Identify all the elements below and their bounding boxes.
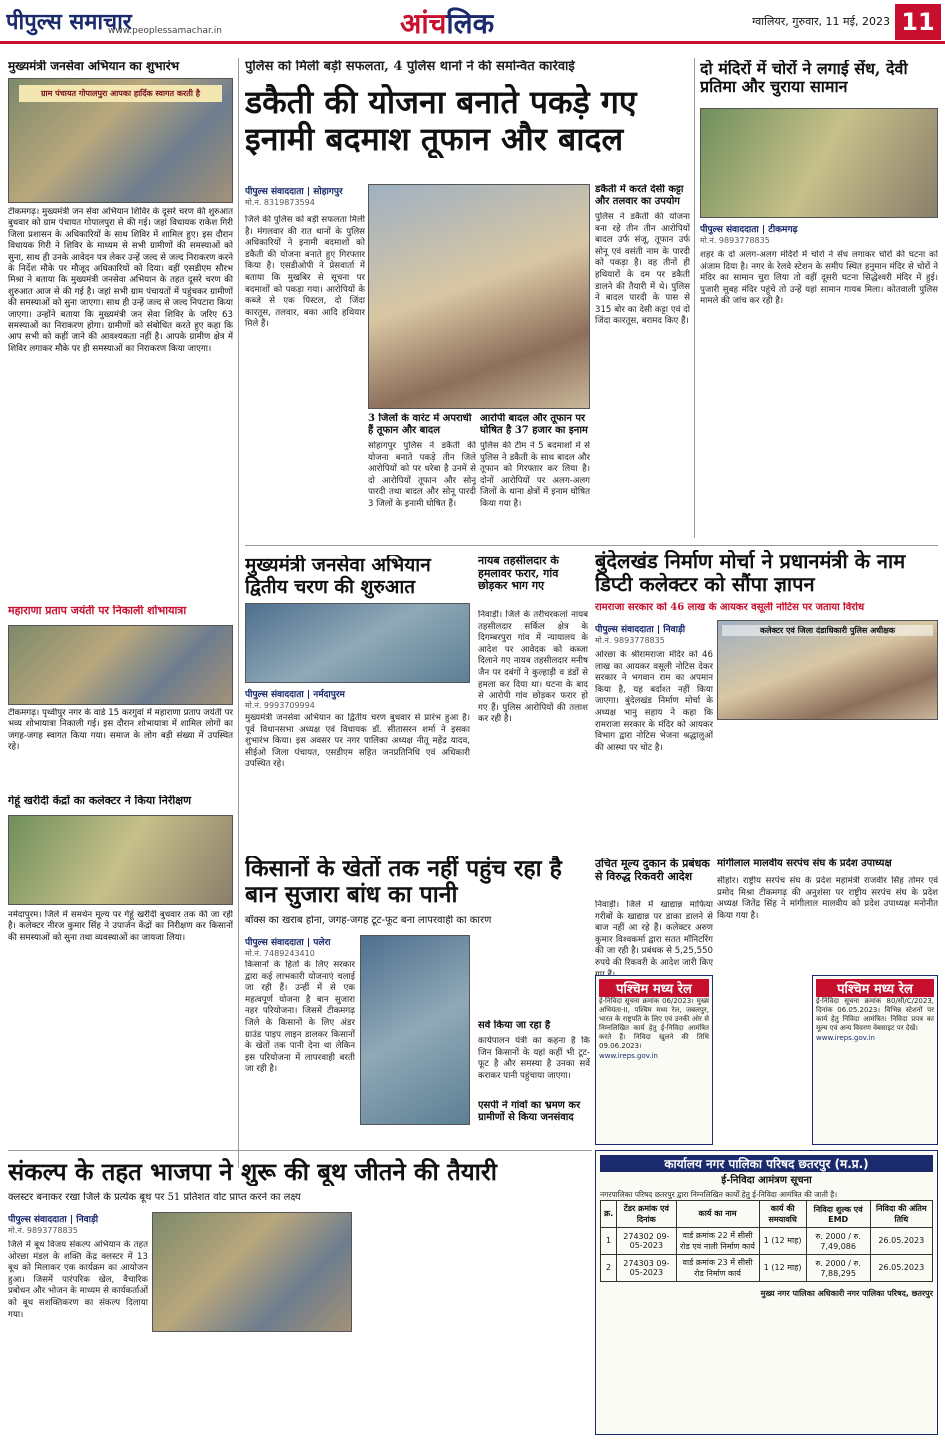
- bjp-photo: [152, 1212, 352, 1332]
- temple-byline: पीपुल्स संवाददाता | टीकमगढ़ मो.नं. 9893778835: [700, 225, 798, 245]
- wheat-headline: गेहूं खरीदी केंद्रों का कलेक्टर ने किया निरीक्षण: [8, 795, 192, 807]
- table-row: [601, 1254, 933, 1281]
- table-cell: रु. 2000 / रु. 7,49,086: [806, 1227, 870, 1254]
- temple-text: शहर के दो अलग-अलग मंदिरों में चोरों ने सेंध लगाकर चोरों की घटना को अंजाम दिया है। नगर के रेलवे स्टेशन के समीप स्थित हनुमान मंदिर से चोरों ने मंदिर का सामान चुरा लिया तो वहीं दूसरी घटना सिद्धेश्वरी मंदिर में हुई। पुजारी सुबह मंदिर पहुंचे तो उन्हें यहां सामान गायब मिला। कोतवाली पुलिस मामले की जांच कर रही है।: [700, 250, 938, 307]
- table-cell: 26.05.2023: [870, 1254, 932, 1281]
- main-text: जिले की पुलिस को बड़ी सफलता मिली है। मंगलवार की रात थानों के पुलिस अधिकारियों ने इनामी बदमाशों को डकैती की योजना बनाते हुए गिरफ्तार किया है। एसडीओपी ने प्रेसवार्ता में बताया कि मुखबिर से सूचना पर बदमाशों को पकड़ा गया। आरोपियों के कब्जे से एक पिस्टल, दो जिंदा कारतूस, तलवार, बका आदि हथियार मिले हैं।: [245, 215, 365, 330]
- ration-headline: उचित मूल्य दुकान के प्रबंधक से विरुद्ध रिकवरी आदेश: [595, 858, 710, 883]
- tender-ad-intro: नगरपालिका परिषद छतरपुर द्वारा निम्नलिखित कार्यों हेतु ई-निविदा आमंत्रित की जाती है।: [600, 1189, 838, 1199]
- header-cell: निविदा शुल्क एवं EMD: [806, 1200, 870, 1227]
- tender-table: [600, 1200, 933, 1282]
- main-byline: पीपुल्स संवाददाता | सोहागपुर मो.नं. 8319873594: [245, 187, 343, 207]
- farm-photo: [360, 935, 470, 1125]
- wheat-photo: [8, 815, 233, 905]
- farm-box-text: कार्यपालन यंत्री का कहना है कि जिन किसानों के यहां कहीं भी टूट-फूट है और समस्या है उनका सर्वे कराकर पानी पहुंचाया जाएगा।: [478, 1036, 590, 1081]
- header-cell: कार्य की समयावधि: [759, 1200, 806, 1227]
- tender-ad-title: कार्यालय नगर पालिका परिषद छतरपुर (म.प्र.): [600, 1155, 933, 1172]
- bjp-headline: संकल्प के तहत भाजपा ने शुरू की बूथ जीतने की तैयारी: [8, 1158, 497, 1186]
- section-title: आंचलिक: [400, 7, 495, 40]
- section-rule: [245, 545, 938, 546]
- table-cell: 274303 09-05-2023: [617, 1254, 676, 1281]
- section-rule: [8, 1150, 592, 1151]
- office-sign: कलेक्टर एवं जिला दंडाधिकारी पुलिस अधीक्षक: [722, 625, 933, 636]
- abhiyan-byline: पीपुल्स संवाददाता | नर्मदापुरम मो.नं. 9993709994: [245, 690, 345, 710]
- farm-headline: किसानों के खेतों तक नहीं पहुंच रहा है बान सुजारा बांध का पानी: [245, 856, 562, 909]
- story1-photo: [8, 78, 233, 203]
- header-cell: क्र.: [601, 1200, 617, 1227]
- temple-headline: दो मंदिरों में चोरों ने लगाई सेंध, देवी प्रतिमा और चुराया सामान: [700, 60, 908, 97]
- table-cell: 1 (12 माह): [759, 1227, 806, 1254]
- bjp-text: जिले में बूथ विजय संकल्प अभियान के तहत ओरछा मंडल के शक्ति केंद्र क्लस्टर में 13 बूथ को मिलाकर एक कार्यक्रम का आयोजन हुआ। जिसमें पारंपरिक खेल, वैचारिक प्रबोधन और भोजन के माध्यम से कार्यकर्ताओं को बूथ सशक्तिकरण का संकल्प दिलाया गया।: [8, 1240, 148, 1320]
- table-cell: वार्ड क्रमांक 23 में सीसी रोड निर्माण कार्य: [676, 1254, 759, 1281]
- main-box2-text: पुलिस की टीम ने 5 बदमाशों में से पुलिस ने डकैती के साथ बादल और तूफान को गिरफ्तार कर लिया है। दोनों आरोपियों पर अलग-अलग जिलों के थाना क्षेत्रों में इनाम घोषित किया गया है।: [480, 441, 590, 509]
- railway-ad-2-website[interactable]: www.ireps.gov.in: [816, 1034, 875, 1042]
- main-headline: डकैती की योजना बनाते पकड़े गए इनामी बदमाश तूफान और बादल: [245, 84, 637, 158]
- naib-text: निवाड़ी। जिले के तरीचरकलां नायब तहसीलदार सर्किल क्षेत्र के दिगम्बरपुरा गांव में न्यायालय के आदेश पर आवेदक को कब्जा दिलाने गए नायब तहसीलदार मनीष जैन पर दबंगों ने कुल्हाड़ी व डंडों से हमला कर दिया था। घटना के बाद से आरोपी गांव छोड़कर फरार हो गए हैं। पुलिस आरोपियों की तलाश कर रही है।: [478, 610, 588, 725]
- railway-ad-2-title: पश्चिम मध्य रेल: [816, 979, 934, 997]
- col-divider: [238, 58, 239, 1168]
- farm-subhead: बॉक्स का खराब होना, जगह-जगह टूट-फूट बना लापरवाही का कारण: [245, 915, 492, 926]
- header-cell: कार्य का नाम: [676, 1200, 759, 1227]
- col-divider: [694, 58, 695, 538]
- header-cell: निविदा की अंतिम तिथि: [870, 1200, 932, 1227]
- bundel-photo: [717, 620, 938, 720]
- naib-headline: नायब तहसीलदार के हमलावर फरार, गांव छोड़कर भाग गए: [478, 555, 559, 593]
- tender-ad-notice: ई-निविदा आमंत्रण सूचना: [721, 1175, 812, 1186]
- bjp-byline: पीपुल्स संवाददाता | निवाड़ी मो.नं. 9893778835: [8, 1215, 99, 1235]
- table-cell: रु. 2000 / रु. 7,88,295: [806, 1254, 870, 1281]
- farm-text: किसानों के हितों के लिए सरकार द्वारा कई लाभकारी योजनाएं चलाई जा रही हैं। उन्हीं में से एक महत्वपूर्ण योजना है बान सुजारा नहर परियोजना। जिसमें टीकमगढ़ जिले के किसानों के लिए अंडर ग्राउंड पाइप लाइन डालकर किसानों के खेतों तक पानी देना था लेकिन इस परियोजना में लापरवाही बरती जा रही है।: [245, 960, 355, 1075]
- header-cell: टेंडर क्रमांक एवं दिनांक: [617, 1200, 676, 1227]
- newspaper-logo: पीपुल्स समाचार: [6, 9, 132, 35]
- abhiyan-text: मुख्यमंत्री जनसेवा अभियान का द्वितीय चरण बुधवार से प्रारंभ हुआ है। पूर्व विधानसभा अध्यक्ष एवं विधायक डॉ. सीतासरन शर्मा ने इसका शुभारंभ किया। इस अवसर पर नगर पालिका अध्यक्ष नीतू महेंद्र यादव, सीईओ जिला पंचायत, एसडीएम सहित जनप्रतिनिधि एवं अधिकारी उपस्थित रहे।: [245, 713, 470, 770]
- bundel-headline: बुंदेलखंड निर्माण मोर्चा ने प्रधानमंत्री के नाम डिप्टी कलेक्टर को सौंपा ज्ञापन: [595, 550, 906, 596]
- bjp-subhead: क्लस्टर बनाकर रखा जिले के प्रत्येक बूथ पर 51 प्रतिशत वोट प्राप्त करने का लक्ष्य: [8, 1192, 301, 1203]
- farm-byline: पीपुल्स संवाददाता | पलेरा मो.नं. 7489243410: [245, 938, 331, 958]
- abhiyan-photo: [245, 603, 470, 683]
- abhiyan-headline: मुख्यमंत्री जनसेवा अभियान द्वितीय चरण की शुरुआत: [245, 555, 431, 598]
- bundel-text: ओरछा के श्रीरामराजा मंदिर को 46 लाख का आयकर वसूली नोटिस देकर सरकार ने भगवान राम का अपमान किया है, यह बर्दाश्त नहीं किया जाएगा। बुंदेलखंड निर्माण मोर्चा के अध्यक्ष भानु सहाय ने कहा कि रामराजा सरकार के मंदिर को आयकर विभाग द्वारा नोटिस भेजना श्रद्धालुओं की आस्था पर चोट है।: [595, 650, 713, 753]
- main-side-title: डकैती में करते देसी कट्टा और तलवार का उपयोग: [595, 184, 684, 207]
- pratap-headline: महाराणा प्रताप जयंती पर निकाली शोभायात्रा: [8, 605, 187, 617]
- main-photo: [368, 184, 590, 409]
- tender-ad: [595, 1150, 938, 1435]
- wheat-text: नर्मदापुरम। जिले में समर्थन मूल्य पर गेहूं खरीदी बुधवार तक की जा रही है। कलेक्टर नीरज कुमार सिंह ने उपार्जन केंद्रों का निरीक्षण कर किसानों की समस्याओं को सुना तथा व्यवस्थाओं का जायजा लिया।: [8, 910, 233, 943]
- story1-text: टीकमगढ़। मुख्यमंत्री जन सेवा अभियान शिविर के दूसरे चरण की शुरुआत बुधवार को ग्राम पंचायत गोपालपुरा से की गई। जहां विधायक राकेश गिरी जिला प्रशासन के अधिकारियों के साथ शिविर में शामिल हुए। इस दौरान विधायक गिरी ने शिविर के माध्यम से सभी ग्रामीणों की समस्याओं को सुना, साथ ही उनके आवेदन पत्र लेकर उन्हें जल्द से जल्द निराकरण करने के निर्देश मौके पर मौजूद अधिकारियों को दिया। वहीं एसडीएम सौरभ मिश्रा ने बताया कि मुख्यमंत्री जनसेवा अभियान के तहत दूसरे चरण की शुरुआत आज से की गई है। जहां सभी ग्राम पंचायतों में पहुंचकर ग्रामीणों की समस्याओं को सुना जाएगा। साथ ही उन्हें जल्द से जल्द निपटारा किया जाएगा। उन्होंने बताया कि मुख्यमंत्री जन सेवा शिविर के जरिए 63 समस्याओं का निराकरण होगा। ग्रामीणों को संबोधित करते हुए कहा कि आप सभी को कहीं जाने की आवश्यकता नहीं है। आपके ग्रामीण क्षेत्र में शिविर लगाकर मौके पर ही समस्याओं का निराकरण किया जाएगा।: [8, 207, 233, 354]
- railway-ad-1-text: ई-निविदा सूचना क्रमांक 06/2023। मुख्य अभियंता-II, पश्चिम मध्य रेल, जबलपुर, भारत के राष्ट्रपति के लिए एवं उनकी ओर से निम्नलिखित कार्य हेतु ई-निविदा आमंत्रित करते हैं। निविदा खुलने की तिथि 09.06.2023।: [599, 997, 709, 1050]
- table-cell: 26.05.2023: [870, 1227, 932, 1254]
- table-cell: 1 (12 माह): [759, 1254, 806, 1281]
- main-side-text: पुलिस ने डकैती की योजना बना रहे तीन तीन आरोपियों बादल उर्फ संजू, तूफान उर्फ सोनू एवं वसंती नाम के पारदी को पकड़ा है। वह तीनों ही हथियारों के दम पर डकैती डालने की तैयारी में थे। पुलिस ने बादल पारदी के पास से 315 बोर का देसी कट्टा एवं दो जिंदा कारतूस, बरामद किए हैं।: [595, 212, 690, 327]
- main-kicker: पुलिस को मिली बड़ी सफलता, 4 पुलिस थानों ने की समन्वित कार्रवाई: [245, 60, 575, 74]
- tender-table-header: [601, 1200, 933, 1227]
- temple-photo: [700, 108, 938, 218]
- main-box1-text: सोहागपुर पुलिस ने डकैती की योजना बनाते पकड़े तीन जिले आरोपियों को पर धरेबा है उनमें से दो आरोपियों तूफान और सोनू पारदी तथा बादल और सोनू पारदी 3 जिलों के इनामी घोषित हैं।: [368, 441, 476, 509]
- sarpanch-headline: मांगीलाल मालवीय सरपंच संघ के प्रदेश उपाध्यक्ष: [717, 858, 892, 869]
- railway-ad-2: [812, 975, 938, 1145]
- page-number: 11: [895, 4, 941, 40]
- main-box2-title: आरोपी बादल और तूफान पर घोषित है 37 हजार का इनाम: [480, 413, 588, 436]
- railway-ad-1-title: पश्चिम मध्य रेल: [599, 979, 709, 997]
- railway-ad-1: [595, 975, 713, 1145]
- railway-ad-2-text: ई-निविदा सूचना क्रमांक 80/सी/C/2023, दिनांक 06.05.2023। विभिन्न स्टेशनों पर कार्य हेतु निविदा आमंत्रित। निविदा प्रपत्र का मूल्य एवं अन्य विवरण वेबसाइट पर देखें।: [816, 997, 934, 1032]
- farm-box-title: सर्वे किया जा रहा है: [478, 1020, 551, 1031]
- bundel-byline: पीपुल्स संवाददाता | निवाड़ी मो.नं. 9893778835: [595, 625, 686, 645]
- tender-ad-footer: मुख्य नगर पालिका अधिकारी नगर पालिका परिषद, छतरपुर: [760, 1288, 933, 1298]
- website-url[interactable]: www.peoplessamachar.in: [108, 26, 222, 36]
- table-row: [601, 1227, 933, 1254]
- sarpanch-text: सीहोर। राष्ट्रीय सरपंच संघ के प्रदेश महामंत्री राजवीर सिंह तोमर एवं प्रमोद मिश्रा टीकमगढ़ की अनुशंसा पर राष्ट्रीय सरपंच संघ के प्रदेश अध्यक्ष जितेंद्र सिंह ने मांगीलाल मालवीय को प्रदेश उपाध्यक्ष मनोनीत किया गया है।: [717, 876, 938, 921]
- issue-date: ग्वालियर, गुरुवार, 11 मई, 2023: [752, 15, 890, 28]
- pratap-text: टीकमगढ़। पृथ्वीपुर नगर के वार्ड 15 करगुवां में महाराणा प्रताप जयंती पर भव्य शोभायात्रा निकाली गई। इस दौरान शोभायात्रा में शामिल लोगों का जगह-जगह स्वागत किया गया। समाज के लोग बड़ी संख्या में उपस्थित रहे।: [8, 708, 233, 753]
- ration-text: निवाड़ी। जिले में खाद्यान्न माफिया गरीबों के खाद्यान्न पर डाका डालने से बाज नहीं आ रहे हैं। कलेक्टर अरुण कुमार विश्वकर्मा द्वारा सतत मॉनिटरिंग की जा रही है। प्रबंधक से 5,25,550 रुपये की रिकवरी के आदेश जारी किए: [595, 900, 713, 968]
- table-cell: वार्ड क्रमांक 22 में सीसी रोड एवं नाली निर्माण कार्य: [676, 1227, 759, 1254]
- table-cell: 1: [601, 1227, 617, 1254]
- story1-banner: ग्राम पंचायत गोपालपुरा आपका हार्दिक स्वागत करती है: [19, 85, 222, 102]
- table-cell: 274302 09-05-2023: [617, 1227, 676, 1254]
- sp-headline: एसपी ने गांवों का भ्रमण कर ग्रामीणों से किया जनसंवाद: [478, 1100, 581, 1123]
- railway-ad-1-website[interactable]: www.ireps.gov.in: [599, 1052, 658, 1060]
- story1-headline: मुख्यमंत्री जनसेवा अभियान का शुभारंभ: [8, 60, 180, 73]
- bundel-subhead: रामराजा सरकार को 46 लाख के आयकर वसूली नोटिस पर जताया विरोध: [595, 602, 865, 613]
- main-box1-title: 3 जिलों के वारंट में अपराधी हैं तूफान और बादल: [368, 413, 472, 436]
- pratap-photo: [8, 625, 233, 705]
- table-cell: 2: [601, 1254, 617, 1281]
